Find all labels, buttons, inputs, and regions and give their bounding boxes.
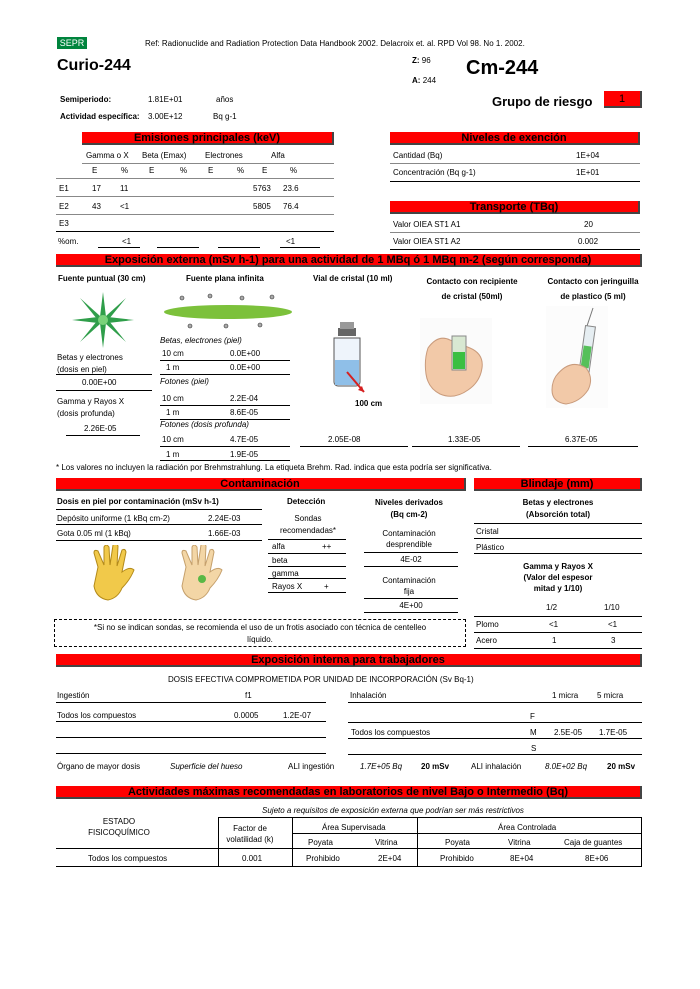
probe-alpha-mark: ++ xyxy=(322,542,332,551)
ali-ingestion-value: 1.7E+05 Bq xyxy=(360,762,403,771)
shield-lead-tenth: <1 xyxy=(608,620,618,629)
emission-alpha-energy: 5763 xyxy=(253,184,271,193)
shield-gamma-title: Gamma y Rayos X (Valor del espesor mitad y 1/10) xyxy=(523,562,593,593)
emissions-group-alpha: Alfa xyxy=(271,151,285,160)
shield-beta-title: Betas y electrones (Absorción total) xyxy=(522,498,594,519)
labs-subtitle: Sujeto a requisitos de exposición externa que podrían ser más restrictivos xyxy=(262,806,524,815)
vial-distance-marker: 100 cm xyxy=(355,399,383,408)
labs-sup-poyata: Poyata xyxy=(308,838,333,847)
activity-value: 3.00E+12 xyxy=(148,112,183,121)
probe-alpha: alfa xyxy=(272,542,285,551)
exemption-concentration-value: 1E+01 xyxy=(576,168,600,177)
inhalation-5-micron: 5 micra xyxy=(597,691,624,700)
emissions-sub-p4: % xyxy=(290,166,298,175)
inhalation-type-m: M xyxy=(530,728,537,737)
labs-sup-vitrina: Vitrina xyxy=(375,838,398,847)
shield-lead-half: <1 xyxy=(549,620,559,629)
emission-gamma-pct: <1 xyxy=(120,202,130,211)
emission-alpha-pct: 23.6 xyxy=(283,184,299,193)
inhalation-1-micron: 1 micra xyxy=(552,691,579,700)
labs-ctl-poyata: Poyata xyxy=(445,838,470,847)
removable-value: 4E-02 xyxy=(400,555,422,564)
hand-uniform-image xyxy=(88,545,144,611)
labs-row-ctl-vitrina: 8E+04 xyxy=(510,854,534,863)
plane-photon-value-1m: 8.6E-05 xyxy=(230,408,259,417)
probe-xray-mark: + xyxy=(324,582,329,591)
hand-drop-image xyxy=(176,545,232,611)
organ-label: Órgano de mayor dosis xyxy=(57,762,141,771)
derived-levels-title: Niveles derivados (Bq cm-2) xyxy=(374,498,444,519)
internal-subtitle: DOSIS EFECTIVA COMPROMETIDA POR UNIDAD DE INCORPORACIÓN (Sv Bq-1) xyxy=(168,675,474,684)
plane-deep-distance-1m: 1 m xyxy=(166,450,180,459)
ali-ingestion-dose: 20 mSv xyxy=(421,762,450,771)
beta-electrons-label: Betas y electrones (dosis en piel) xyxy=(57,353,123,374)
labs-row-sup-poyata: Prohibido xyxy=(306,854,340,863)
labs-ctl-glovebox: Caja de guantes xyxy=(564,838,623,847)
ali-ingestion-label: ALI ingestión xyxy=(288,762,335,771)
fixed-value: 4E+00 xyxy=(399,601,423,610)
col-plane-source: Fuente plana infinita xyxy=(186,274,264,283)
emission-gamma-pct: 11 xyxy=(120,184,129,193)
labs-row-ctl-glovebox: 8E+06 xyxy=(585,854,609,863)
plane-deep-title: Fotones (dosis profunda) xyxy=(160,420,249,429)
shielding-header: Blindaje (mm) xyxy=(474,478,642,491)
nuclide-title: Cm-244 xyxy=(466,57,539,79)
col-vial: Vial de cristal (10 ml) xyxy=(313,274,393,283)
point-source-star-image xyxy=(68,290,138,350)
reference-text: Ref: Radionuclide and Radiation Protection Data Handbook 2002. Delacroix et. al. RPD Vol 98. No 1. 2002. xyxy=(145,39,525,48)
col-vial-contact: Contacto con recipiente de cristal (50ml) xyxy=(426,277,518,301)
emissions-sub-e4: E xyxy=(262,166,268,175)
labs-row-ctl-poyata: Prohibido xyxy=(440,854,474,863)
emissions-sub-e3: E xyxy=(208,166,214,175)
transport-a1-value: 20 xyxy=(584,220,593,229)
emissions-group-gamma: Gamma o X xyxy=(86,151,129,160)
a-number: A: 244 xyxy=(412,76,437,85)
plane-photon-distance-1m: 1 m xyxy=(166,408,180,417)
emissions-sub-e2: E xyxy=(149,166,155,175)
vial-value: 2.05E-08 xyxy=(328,435,361,444)
emissions-sub-p3: % xyxy=(237,166,245,175)
point-gamma-value: 2.26E-05 xyxy=(84,424,117,433)
plane-deep-value-10: 4.7E-05 xyxy=(230,435,259,444)
pct-label: %om. xyxy=(58,237,79,246)
probe-gamma: gamma xyxy=(272,569,299,578)
plane-deep-distance-10: 10 cm xyxy=(162,435,184,444)
plane-photon-title: Fotones (piel) xyxy=(160,377,209,386)
external-exposure-header: Exposición externa (mSv h-1) para una actividad de 1 MBq ó 1 MBq m-2 (según corresponda) xyxy=(56,254,642,267)
plane-beta-distance-1m: 1 m xyxy=(166,363,180,372)
sepr-badge: SEPR xyxy=(57,37,87,49)
ingestion-label: Ingestión xyxy=(57,691,90,700)
plane-deep-value-1m: 1.9E-05 xyxy=(230,450,259,459)
labs-supervised: Área Supervisada xyxy=(322,823,386,832)
emission-alpha-pct: 76.4 xyxy=(283,202,299,211)
syringe-image xyxy=(546,306,608,408)
vial-image xyxy=(322,320,372,400)
plane-beta-value-10: 0.0E+00 xyxy=(230,349,261,358)
fixed-label: Contaminación fija xyxy=(382,576,436,596)
half-life-value: 1.81E+01 xyxy=(148,95,183,104)
pct-alpha: <1 xyxy=(286,237,296,246)
labs-row-k: 0.001 xyxy=(242,854,263,863)
ali-inhalation-value: 8.0E+02 Bq xyxy=(545,762,588,771)
emission-gamma-energy: 43 xyxy=(92,202,101,211)
labs-ctl-vitrina: Vitrina xyxy=(508,838,531,847)
probe-note: *Si no se indican sondas, se recomienda el uso de un frotis asociado con técnica de centelleo líquido. xyxy=(54,619,466,647)
inhalation-type-s: S xyxy=(531,744,537,753)
activity-label: Actividad específica: xyxy=(60,112,140,121)
emission-row-label: E1 xyxy=(59,184,69,193)
drop-label: Gota 0.05 ml (1 kBq) xyxy=(57,529,131,538)
transport-a2-label: Valor OIEA ST1 A2 xyxy=(393,237,461,246)
shield-steel-tenth: 3 xyxy=(611,636,616,645)
plane-source-image xyxy=(160,290,300,332)
contamination-header: Contaminación xyxy=(56,478,466,491)
inhalation-compound: Todos los compuestos xyxy=(351,728,431,737)
exemption-header: Niveles de exención xyxy=(390,132,640,145)
shield-steel-half: 1 xyxy=(552,636,557,645)
ingestion-dose-value: 1.2E-07 xyxy=(283,711,312,720)
removable-label: Contaminación desprendible xyxy=(382,529,436,549)
hand-vial-image xyxy=(420,318,492,404)
point-beta-value: 0.00E+00 xyxy=(82,378,117,387)
plane-beta-value-1m: 0.0E+00 xyxy=(230,363,261,372)
ingestion-compound: Todos los compuestos xyxy=(57,711,137,720)
organ-value: Superficie del hueso xyxy=(170,762,243,771)
emissions-header: Emisiones principales (keV) xyxy=(82,132,334,145)
half-life-label: Semiperiodo: xyxy=(60,95,112,104)
ingestion-f1-value: 0.0005 xyxy=(234,711,259,720)
gamma-xray-label: Gamma y Rayos X (dosis profunda) xyxy=(57,397,125,418)
transport-header: Transporte (TBq) xyxy=(390,201,640,214)
labs-header: Actividades máximas recomendadas en laboratorios de nivel Bajo o Intermedio (Bq) xyxy=(56,786,642,799)
syringe-value: 6.37E-05 xyxy=(565,435,598,444)
emissions-sub-p1: % xyxy=(121,166,129,175)
emission-alpha-energy: 5805 xyxy=(253,202,271,211)
shield-glass-label: Cristal xyxy=(476,527,499,536)
plane-photon-distance-10: 10 cm xyxy=(162,394,184,403)
shield-col-tenth: 1/10 xyxy=(604,603,620,612)
col-syringe: Contacto con jeringuilla de plastico (5 ml) xyxy=(547,277,639,301)
risk-group-value: 1 xyxy=(604,91,642,108)
uniform-deposit-label: Depósito uniforme (1 kBq cm-2) xyxy=(57,514,170,523)
drop-value: 1.66E-03 xyxy=(208,529,241,538)
z-number: Z: 96 xyxy=(412,56,431,65)
emissions-sub-e1: E xyxy=(92,166,98,175)
emissions-group-electrons: Electrones xyxy=(205,151,243,160)
exemption-quantity-value: 1E+04 xyxy=(576,151,600,160)
plane-beta-distance-10: 10 cm xyxy=(162,349,184,358)
labs-state-title: ESTADO FISICOQUÍMICO xyxy=(88,817,150,837)
shield-steel-label: Acero xyxy=(476,636,497,645)
emission-row-label: E2 xyxy=(59,202,69,211)
emissions-group-beta: Beta (Emax) xyxy=(142,151,187,160)
skin-dose-title: Dosis en piel por contaminación (mSv h-1) xyxy=(57,497,219,506)
transport-a1-label: Valor OIEA ST1 A1 xyxy=(393,220,461,229)
inhalation-m-5: 1.7E-05 xyxy=(599,728,628,737)
transport-a2-value: 0.002 xyxy=(578,237,599,246)
exemption-concentration-label: Concentración (Bq g-1) xyxy=(393,168,476,177)
ali-inhalation-label: ALI inhalación xyxy=(471,762,522,771)
activity-unit: Bq g-1 xyxy=(213,112,237,121)
emission-row-label: E3 xyxy=(59,219,69,228)
inhalation-type-f: F xyxy=(530,712,535,721)
inhalation-m-1: 2.5E-05 xyxy=(554,728,583,737)
emission-gamma-energy: 17 xyxy=(92,184,101,193)
col-point-source: Fuente puntual (30 cm) xyxy=(58,274,146,283)
detection-subtitle: Sondas recomendadas* xyxy=(279,514,337,535)
labs-row-sup-vitrina: 2E+04 xyxy=(378,854,402,863)
pct-gamma: <1 xyxy=(122,237,132,246)
probe-beta: beta xyxy=(272,556,288,565)
labs-factor-title: Factor de volatilidad (k) xyxy=(226,824,274,844)
external-footnote: * Los valores no incluyen la radiación por Brehmstrahlung. La etiqueta Brehm. Rad. indica que esta podría ser significativa. xyxy=(56,463,492,472)
f1-label: f1 xyxy=(245,691,252,700)
uniform-deposit-value: 2.24E-03 xyxy=(208,514,241,523)
exemption-quantity-label: Cantidad (Bq) xyxy=(393,151,443,160)
shield-plastic-label: Plástico xyxy=(476,543,505,552)
half-life-unit: años xyxy=(216,95,234,104)
shield-lead-label: Plomo xyxy=(476,620,499,629)
detection-title: Detección xyxy=(287,497,326,506)
inhalation-label: Inhalación xyxy=(350,691,387,700)
plane-beta-title: Betas, electrones (piel) xyxy=(160,336,242,345)
shield-col-half: 1/2 xyxy=(546,603,558,612)
emissions-sub-p2: % xyxy=(180,166,188,175)
risk-group-label: Grupo de riesgo xyxy=(492,94,593,109)
internal-exposure-header: Exposición interna para trabajadores xyxy=(56,654,642,667)
labs-row-label: Todos los compuestos xyxy=(88,854,168,863)
ali-inhalation-dose: 20 mSv xyxy=(607,762,636,771)
element-name: Curio-244 xyxy=(57,57,131,74)
labs-controlled: Área Controlada xyxy=(498,823,557,832)
vial-contact-value: 1.33E-05 xyxy=(448,435,481,444)
probe-xray: Rayos X xyxy=(272,582,303,591)
plane-photon-value-10: 2.2E-04 xyxy=(230,394,259,403)
